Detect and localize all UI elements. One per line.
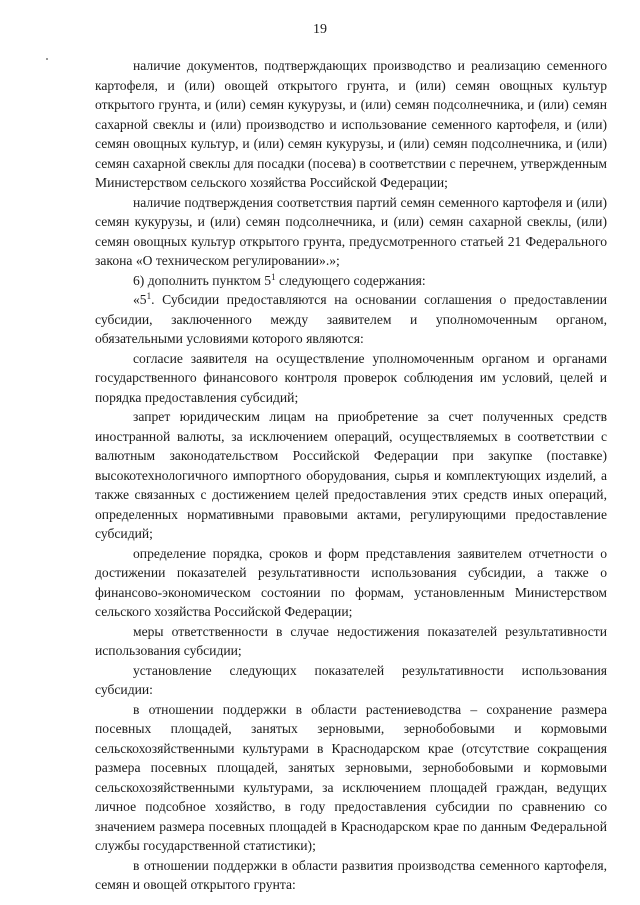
paragraph-clause-5-1 <box>95 290 607 349</box>
text-run: . Субсидии предоставляются на основании соглашения о предоставлении субсидии, заключенного между заявителем и уполномоченным органом, обязательными условиями которого являются: <box>95 292 607 346</box>
paragraph-documents: наличие документов, подтверждающих производство и реализацию семенного картофеля, и (или) овощей открытого грунта, и (или) семян овощных культур открытого грунта, и (или) семян кукурузы, и (или) семян подсолнечника, и (или) семян сахарной свеклы и (или) производство и использование семенного картофеля, и (или) семян овощных культур, и (или) семян кукурузы, и (или) семян подсолнечника, и (или) семян сахарной свеклы для посадки (посева) в соответствии с перечнем, утвержденным Министерством сельского хозяйства Российской Федерации; <box>95 58 607 190</box>
superscript: 1 <box>271 271 276 282</box>
superscript: 1 <box>146 291 152 301</box>
scan-speck <box>46 58 48 60</box>
paragraph-add-clause <box>95 271 607 291</box>
document-body <box>95 56 607 895</box>
paragraph-seed-potato: в отношении поддержки в области развития производства семенного картофеля, семян и овощей открытого грунта: <box>95 857 607 892</box>
text-run: «5 <box>133 292 147 307</box>
paragraph-liability: меры ответственности в случае недостижения показателей результативности использования субсидии; <box>95 623 607 658</box>
paragraph-consent: согласие заявителя на осуществление уполномоченным органом и органами государственного финансового контроля проверок соблюдения им условий, целей и порядка предоставления субсидий; <box>95 350 607 405</box>
paragraph-currency-ban: запрет юридическим лицам на приобретение за счет полученных средств иностранной валюты, за исключением операций, осуществляемых в соответствии с валютным законодательством Российской Федерации при закупке (поставке) высокотехнологичного импортного оборудования, сырья и комплектующих изделий, а также связанных с достижением целей предоставления этих средств иных операций, определенных нормативными правовыми актами, регулирующими предоставление субсидий; <box>95 409 607 541</box>
text-run: 6) дополнить пунктом 5 <box>133 272 272 288</box>
paragraph-conformity: наличие подтверждения соответствия партий семян семенного картофеля и (или) семян кукурузы, и (или) семян подсолнечника, и (или) семян сахарной свеклы, (или) семян овощных культур открытого грунта, предусмотренного статьей 21 Федерального закона «О техническом регулировании».»; <box>95 194 607 268</box>
page-number: 19 <box>313 22 327 37</box>
text-run: следующего содержания: <box>275 272 426 288</box>
paragraph-indicators: установление следующих показателей результативности использования субсидии: <box>95 662 607 697</box>
paragraph-reporting: определение порядка, сроков и форм представления заявителем отчетности о достижении показателей результативности использования субсидии, а также о финансово-экономическом состоянии по формам, установленным Министерством сельского хозяйства Российской Федерации; <box>95 545 607 619</box>
paragraph-crop-support: в отношении поддержки в области растениеводства – сохранение размера посевных площадей, занятых зерновыми, зернобобовыми и кормовыми сельскохозяйственными культурами в Краснодарском крае (отсутствие сокращения размера посевных площадей, занятых зерновыми, зернобобовыми и кормовыми сельскохозяйственными культурами, за исключением площадей граждан, ведущих личное подсобное хозяйство, в году предоставления субсидии по сравнению со значением размера посевных площадей в Краснодарском крае по данным Федеральной службы государственной статистики); <box>95 701 607 853</box>
